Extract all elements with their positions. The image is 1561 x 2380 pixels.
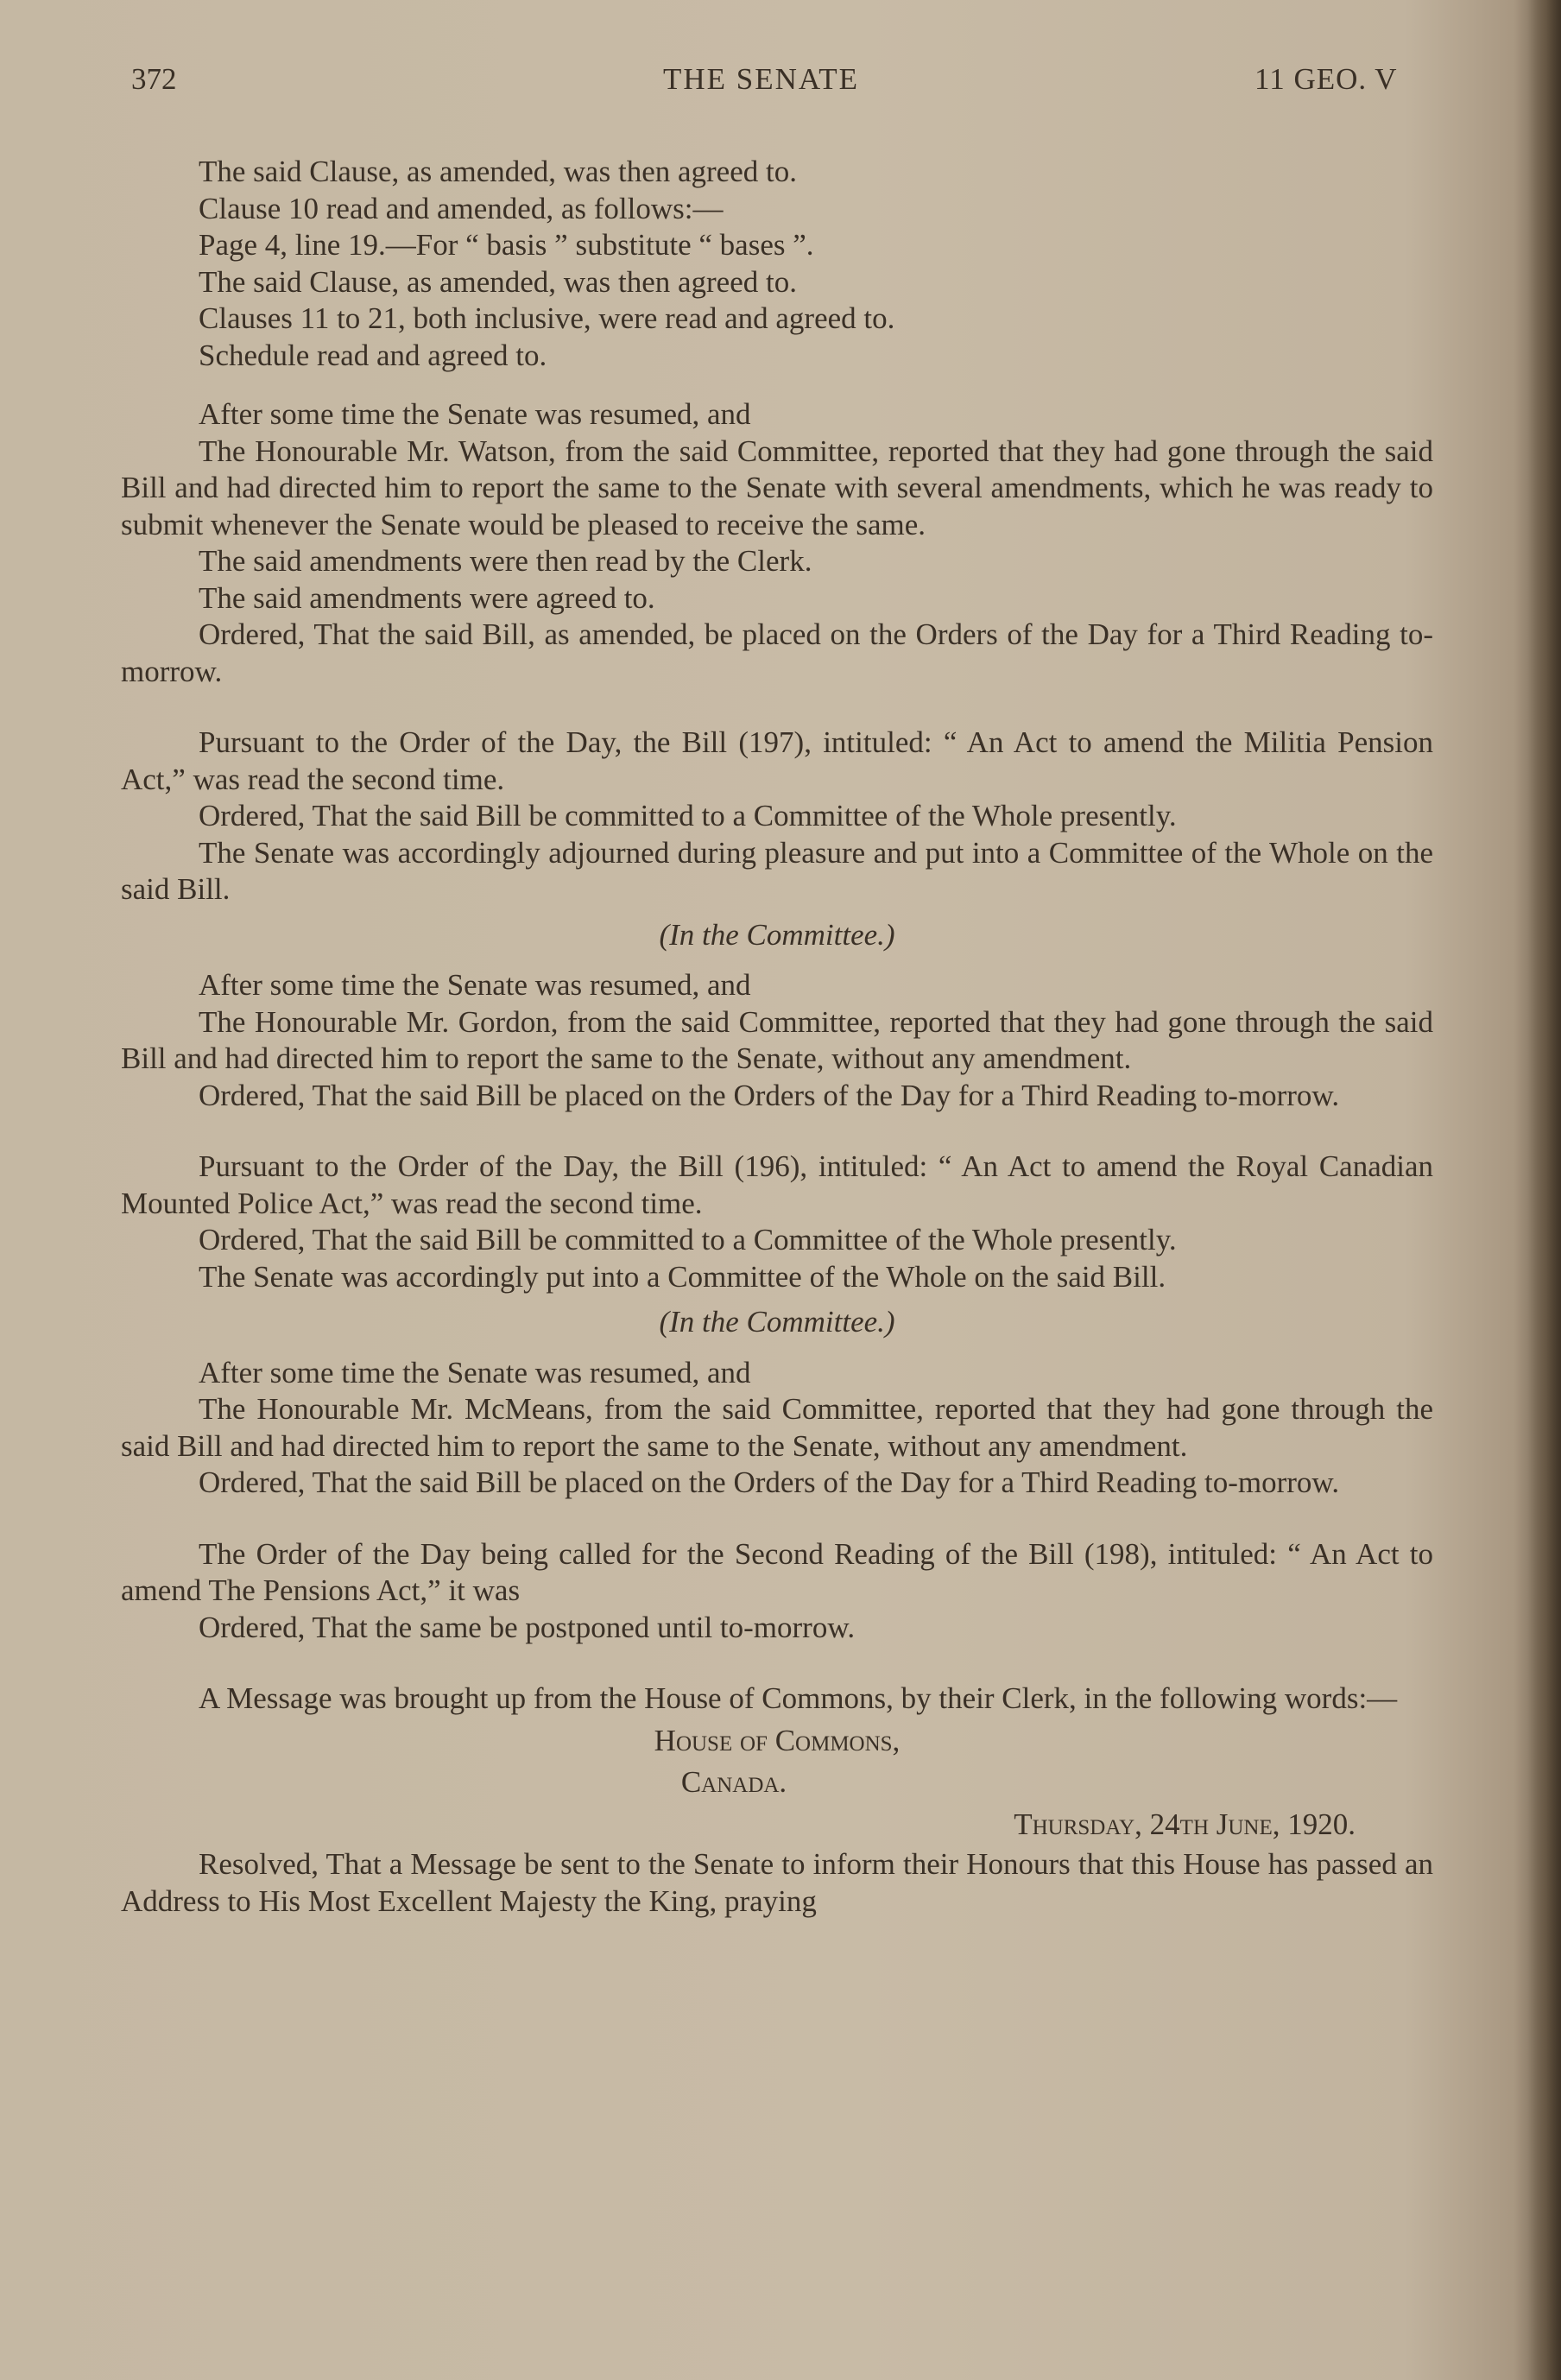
paragraph: Page 4, line 19.—For “ basis ” substitute “ bases ”. xyxy=(199,228,814,262)
paragraph: Pursuant to the Order of the Day, the Bill (197), intituled: “ An Act to amend the Militia Pension Act,” was read the second time. xyxy=(121,725,1433,796)
paragraph: Ordered, That the said Bill be placed on the Orders of the Day for a Third Reading to-morrow. xyxy=(199,1465,1340,1499)
paragraph: Ordered, That the said Bill be committed to a Committee of the Whole presently. xyxy=(199,799,1177,832)
committee-heading: (In the Committee.) xyxy=(659,1305,895,1339)
page-number: 372 xyxy=(131,62,177,96)
paragraph: Ordered, That the said Bill be committed to a Committee of the Whole presently. xyxy=(199,1223,1177,1256)
running-title: THE SENATE xyxy=(663,62,860,96)
paragraph: Clause 10 read and amended, as follows:— xyxy=(199,191,724,225)
paragraph: Schedule read and agreed to. xyxy=(199,338,547,372)
paragraph: The said amendments were then read by the Clerk. xyxy=(199,544,812,578)
paragraph: Ordered, That the same be postponed until to-morrow. xyxy=(199,1610,856,1644)
paragraph: The Senate was accordingly put into a Committee of the Whole on the said Bill. xyxy=(199,1259,1166,1294)
journal-body xyxy=(121,154,1433,1920)
paragraph: The Senate was accordingly adjourned during pleasure and put into a Committee of the Whole on the said Bill. xyxy=(121,835,1433,906)
committee-heading: (In the Committee.) xyxy=(659,917,895,952)
paragraph: After some time the Senate was resumed, and xyxy=(199,968,751,1002)
paragraph: Pursuant to the Order of the Day, the Bill (196), intituled: “ An Act to amend the Royal Canadian Mounted Police Act,” was read the second time. xyxy=(121,1149,1433,1220)
paragraph: The Honourable Mr. McMeans, from the said Committee, reported that they had gone through the said Bill and had directed him to report the same to the Senate, without any amendment. xyxy=(121,1392,1433,1463)
message-sender: House of Commons, xyxy=(654,1723,901,1757)
paragraph: The Honourable Mr. Gordon, from the said Committee, reported that they had gone through the said Bill and had directed him to report the same to the Senate, without any amendment. xyxy=(121,1004,1433,1075)
message-sender-country: Canada. xyxy=(680,1765,787,1799)
message-date: Thursday, 24th June, 1920. xyxy=(1014,1807,1356,1841)
paragraph: The said amendments were agreed to. xyxy=(199,580,655,615)
paragraph: The Order of the Day being called for the Second Reading of the Bill (198), intituled: “ An Act to amend The Pensions Act,” it was xyxy=(121,1536,1433,1607)
paragraph: After some time the Senate was resumed, and xyxy=(199,397,751,431)
page-binding-shadow xyxy=(1528,0,1561,2380)
paragraph: The said Clause, as amended, was then agreed to. xyxy=(199,264,797,299)
running-header xyxy=(0,62,1561,114)
paragraph: After some time the Senate was resumed, and xyxy=(199,1355,751,1389)
paragraph: Ordered, That the said Bill be placed on the Orders of the Day for a Third Reading to-morrow. xyxy=(199,1078,1340,1112)
paragraph: Clauses 11 to 21, both inclusive, were read and agreed to. xyxy=(199,301,895,335)
paragraph: The Honourable Mr. Watson, from the said Committee, reported that they had gone through the said Bill and had directed him to report the same to the Senate with several amendments, which he was ready to submit whenever the Senate would be pleased to receive the same. xyxy=(121,434,1433,541)
paragraph: Resolved, That a Message be sent to the Senate to inform their Honours that this House has passed an Address to His Most Excellent Majesty the King, praying xyxy=(121,1847,1433,1918)
paragraph: Ordered, That the said Bill, as amended, be placed on the Orders of the Day for a Third Reading to-morrow. xyxy=(121,617,1433,688)
paragraph: A Message was brought up from the House of Commons, by their Clerk, in the following words:— xyxy=(199,1681,1398,1715)
paragraph: The said Clause, as amended, was then agreed to. xyxy=(199,155,797,188)
regnal-year: 11 GEO. V xyxy=(1254,62,1398,96)
